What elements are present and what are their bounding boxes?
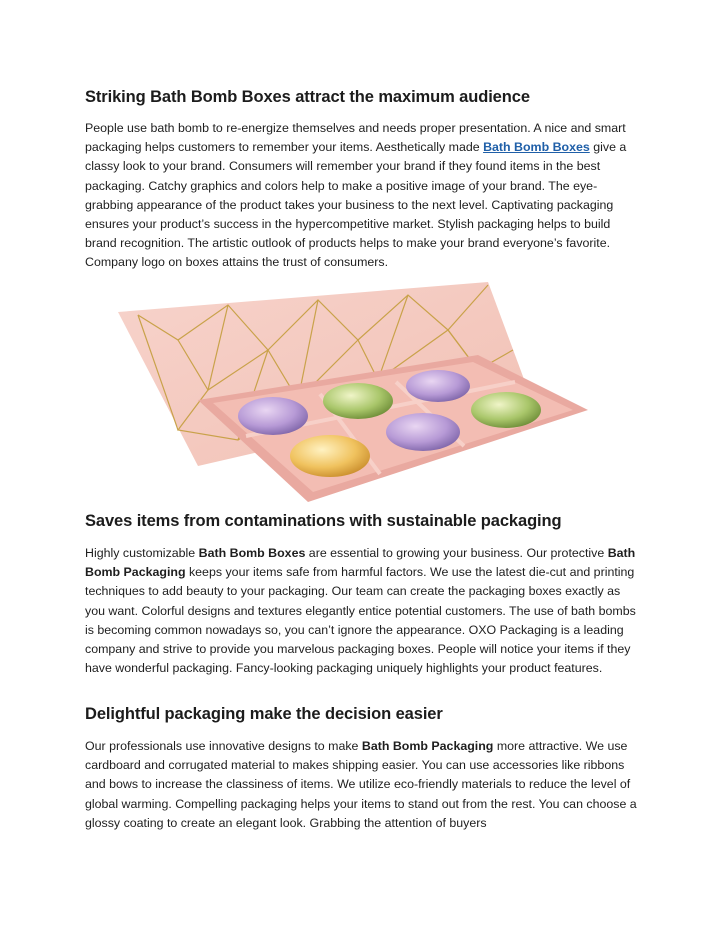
bath-bomb-box-photo — [118, 270, 588, 502]
bath-bomb-boxes-link[interactable]: Bath Bomb Boxes — [483, 140, 590, 155]
section-paragraph-1 — [85, 119, 641, 273]
bold-keyword: Bath Bomb Boxes — [198, 546, 306, 560]
paragraph-text: Highly customizable — [85, 546, 199, 560]
bath-bomb-yellow — [290, 435, 370, 477]
section-paragraph-3 — [85, 737, 641, 833]
section-heading-striking-boxes: Striking Bath Bomb Boxes attract the maximum audience — [85, 88, 530, 106]
paragraph-text: Our professionals use innovative designs to make — [85, 739, 362, 753]
paragraph-text: more attractive. We use cardboard and corrugated material to makes shipping easier. You can use accessories like ribbons and bows to increase the classiness of items. We utilize eco-friendly materials to reduce the level of global warming. Compelling packaging helps your items to stand out from the rest. You can choose a glossy coating to create an elegant look. Grabbing the attention of buyers — [85, 739, 637, 830]
section-heading-delightful-packaging: Delightful packaging make the decision easier — [85, 705, 443, 723]
bold-keyword: Bath Bomb Packaging — [85, 546, 636, 580]
paragraph-text: give a classy look to your brand. Consumers will remember your brand if they found items in the best packaging. Catchy graphics and colors help to make a positive image of your brand. The eye-grabbing appearance of the product takes your business to the next level. Captivating packaging ensures your product’s success in the hypercompetitive market. Stylish packaging helps to build brand recognition. The artistic outlook of products helps to make your brand everyone’s favorite. Company logo on boxes attains the trust of consumers. — [85, 140, 627, 270]
bath-bomb-purple — [386, 413, 460, 451]
bath-bomb-box-illustration — [118, 270, 588, 502]
bath-bomb-purple — [238, 397, 308, 435]
section-heading-saves-items: Saves items from contaminations with sustainable packaging — [85, 512, 562, 530]
paragraph-text: are essential to growing your business. Our protective — [305, 546, 608, 560]
paragraph-text: keeps your items safe from harmful factors. We use the latest die-cut and printing techniques to add beauty to your packaging. Our team can create the packaging boxes exactly as you want. Colorful designs and textures elegantly entice potential customers. The use of bath bombs is becoming common nowadays so, you can’t ignore the appearance. OXO Packaging is a leading company and strive to provide you marvelous packaging boxes. People will notice your items if they have wonderful packaging. Fancy-looking packaging uniquely highlights your product features. — [85, 565, 636, 676]
bold-keyword: Bath Bomb Packaging — [361, 739, 494, 753]
section-paragraph-2 — [85, 544, 641, 678]
paragraph-text: People use bath bomb to re-energize themselves and needs proper presentation. A nice and smart packaging helps customers to remember your items. Aesthetically made — [85, 121, 626, 155]
bath-bomb-purple — [406, 370, 470, 402]
bath-bomb-green — [323, 383, 393, 419]
bath-bomb-green — [471, 392, 541, 428]
